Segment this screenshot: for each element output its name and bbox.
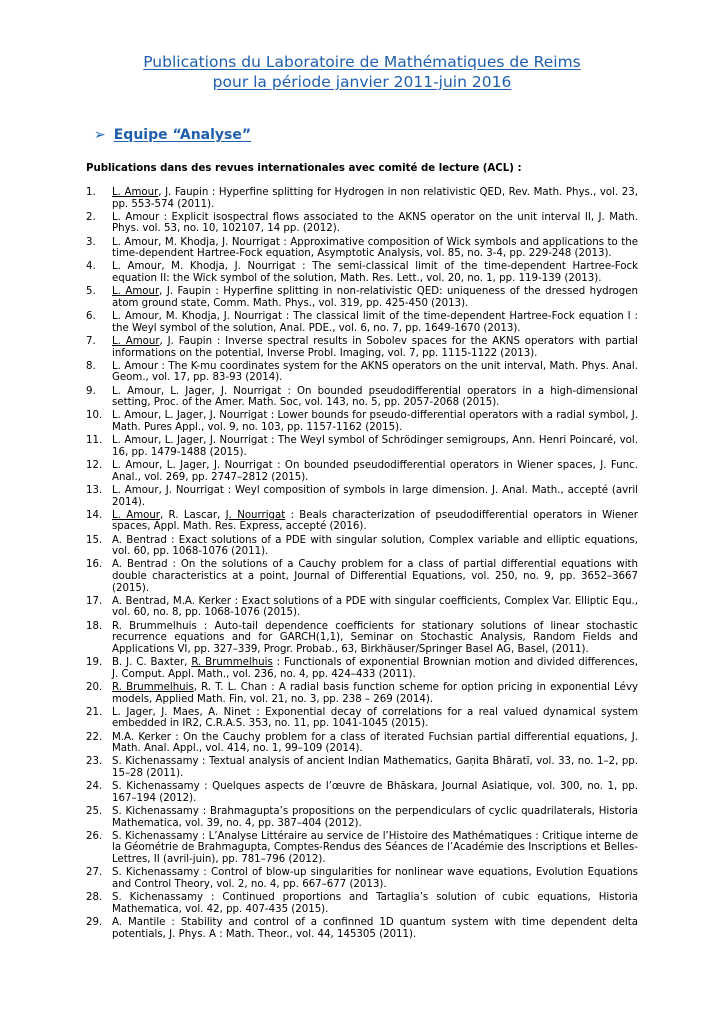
publication-item [86,657,638,680]
publication-number: 24. [86,781,103,793]
publication-item [86,621,638,656]
publication-item [86,682,638,705]
publication-number: 15. [86,534,103,546]
publication-text: B. J. C. Baxter, [112,657,192,669]
publication-item [86,336,638,359]
publication-number: 13. [86,484,103,496]
publication-text: S. Kichenassamy : Brahmagupta’s propositions on the perpendiculars of cyclic quadrilaterals, Historia Mathematica, vol. 39, no. 4, pp. 387–404 (2012). [112,806,638,829]
publication-item [86,559,638,594]
publication-item [86,485,638,508]
publication-text: L. Amour, L. Jager, J. Nourrigat : Lower bounds for pseudo-differential operators with a radial symbol, J. Math. Pures Appl., vol. 9, no. 103, pp. 1157-1162 (2015). [112,410,638,434]
publication-item [86,311,638,334]
publication-text: L. Amour, M. Khodja, J. Nourrigat : The classical limit of the time-dependent Hartree-Fock equation I : the Weyl symbol of the solution, Anal. PDE., vol. 6, no. 7, pp. 1649-1670 (2013). [112,311,638,334]
publication-item [86,917,638,940]
publication-number: 10. [86,410,103,422]
publication-number: 21. [86,706,103,718]
publication-item [86,510,638,533]
publication-number: 6. [86,311,96,323]
author-highlight: L. Amour [112,187,159,198]
publication-text: : Beals characterization of pseudodifferential operators in Wiener spaces, Appl. Math. Res. Express, accepté (2016). [112,509,638,533]
publication-number: 7. [86,335,96,347]
author-highlight: L. Amour [112,286,160,298]
publication-number: 29. [86,916,103,928]
publication-text: L. Amour, L. Jager, J. Nourrigat : The Weyl symbol of Schrödinger semigroups, Ann. Henri Poincaré, vol. 16, pp. 1479-1488 (2015). [112,435,638,458]
publication-text: L. Jager, J. Maes, A. Ninet : Exponential decay of correlations for a real valued dynamical system embedded in IR2, C.R.A.S. 353, no. 11, pp. 1041-1045 (2015). [112,706,638,730]
publication-text: , J. Faupin : Inverse spectral results in Sobolev spaces for the AKNS operators with partial informations on the potential, Inverse Probl. Imaging, vol. 7, pp. 1115-1122 (2013). [112,335,638,359]
title-line-2: pour la période janvier 2011-juin 2016 [212,73,512,91]
publication-item [86,596,638,619]
publication-text: S. Kichenassamy : L’Analyse Littéraire au service de l’Histoire des Mathématiques : Critique interne de la Géométrie de Brahmagupta, Comptes-Rendus des Séances de l’Académie des Inscriptions et Belles-Lettres, II (avril-juin), pp. 781–796 (2012). [112,830,638,866]
publication-text: , J. Faupin : Hyperfine splitting for Hydrogen in non relativistic QED, Rev. Math. Phys., vol. 23, pp. 553-574 (2011). [112,187,638,210]
publication-text: L. Amour, M. Khodja, J. Nourrigat : Approximative composition of Wick symbols and applications to the time-dependent Hartree-Fock equation, Asymptotic Analysis, vol. 85, no. 3-4, pp. 229-248 (2013). [112,236,638,260]
publication-item [86,237,638,260]
author-highlight: R. Brummelhuis [112,681,194,693]
publication-item [86,535,638,558]
publication-text: L. Amour, J. Nourrigat : Weyl composition of symbols in large dimension. J. Anal. Math., accepté (avril 2014). [112,484,638,508]
publication-item [86,435,638,458]
publication-number: 19. [86,657,103,669]
publication-item [86,831,638,866]
publication-text: A. Bentrad : On the solutions of a Cauchy problem for a class of partial differential equations with double characteristics at a point, Journal of Differential Equations, vol. 250, no. 9, pp. 3652–3667 (2015). [112,559,638,594]
publication-text: S. Kichenassamy : Control of blow-up singularities for nonlinear wave equations, Evolution Equations and Control Theory, vol. 2, no. 4, pp. 667–677 (2013). [112,867,638,890]
publication-number: 1. [86,187,96,198]
publication-item [86,867,638,890]
publication-number: 22. [86,731,103,743]
publication-list [86,187,638,942]
publication-number: 8. [86,360,96,372]
publication-number: 4. [86,261,96,273]
publication-item [86,386,638,409]
publication-item [86,732,638,755]
publication-item [86,286,638,309]
publication-text: L. Amour, L. Jager, J. Nourrigat : On bounded pseudodifferential operators in a high-dimensional setting, Proc. of the Amer. Math. Soc, vol. 143, no. 5, pp. 2057-2068 (2015). [112,385,638,409]
publication-text: L. Amour, L. Jager, J. Nourrigat : On bounded pseudodifferential operators in Wiener spaces, J. Func. Anal., vol. 269, pp. 2747–2812 (2015). [112,460,638,483]
arrow-right-icon: ➢ [94,127,106,143]
publication-number: 26. [86,830,103,842]
publication-text: A. Bentrad : Exact solutions of a PDE with singular solution, Complex variable and elliptic equations, vol. 60, pp. 1068-1076 (2011). [112,534,638,558]
publication-text: L. Amour, M. Khodja, J. Nourrigat : The semi-classical limit of the time-dependent Hartree-Fock equation II: the Wick symbol of the solution, Math. Res. Lett., vol. 20, no. 1, pp. 119-139 (2013). [112,261,638,285]
publication-number: 2. [86,211,96,223]
publication-number: 12. [86,460,103,472]
publication-item [86,261,638,284]
publication-text: L. Amour : The K-mu coordinates system for the AKNS operators on the unit interval, Math. Phys. Anal. Geom., vol. 17, pp. 83-93 (2014). [112,360,638,384]
publication-text: M.A. Kerker : On the Cauchy problem for a class of iterated Fuchsian partial differential equations, J. Math. Anal. Appl., vol. 414, no. 1, 99–109 (2014). [112,731,638,755]
publication-number: 16. [86,559,103,571]
publication-text: , J. Faupin : Hyperfine splitting in non-relativistic QED: uniqueness of the dressed hydrogen atom ground state, Comm. Math. Phys., vol. 319, pp. 425-450 (2013). [112,286,638,309]
publication-text: S. Kichenassamy : Quelques aspects de l’œuvre de Bhāskara, Journal Asiatique, vol. 300, no. 1, pp. 167–194 (2012). [112,781,638,804]
publication-number: 20. [86,681,103,693]
publication-number: 25. [86,806,103,818]
publication-number: 18. [86,620,103,632]
publication-text: : Functionals of exponential Brownian motion and divided differences, J. Comput. Appl. Math., vol. 236, no. 4, pp. 424–433 (2011). [112,657,638,680]
publication-text: , R. Lascar, [160,509,226,521]
publication-item [86,410,638,433]
publication-number: 27. [86,867,103,879]
section-label: Equipe “Analyse” [113,127,252,143]
publication-item [86,361,638,384]
publication-item [86,212,638,235]
title-line-1: Publications du Laboratoire de Mathématiques de Reims [143,53,581,71]
publication-number: 14. [86,509,103,521]
publication-text: L. Amour : Explicit isospectral flows associated to the AKNS operator on the unit interval II, J. Math. Phys. vol. 53, no. 10, 102107, 14 pp. (2012). [112,211,638,235]
publication-text: , R. T. L. Chan : A radial basis function scheme for option pricing in exponential Lévy models, Applied Math. Fin, vol. 21, no. 3, pp. 238 – 269 (2014). [112,681,638,705]
publication-text: S. Kichenassamy : Continued proportions and Tartaglia’s solution of cubic equations, Historia Mathematica, vol. 42, pp. 407-435 (2015). [112,892,638,915]
publication-item [86,892,638,915]
publication-number: 3. [86,236,96,248]
publication-number: 5. [86,286,96,298]
publication-number: 9. [86,385,96,397]
subheading: Publications dans des revues internationales avec comité de lecture (ACL) : [86,163,522,174]
publication-text: A. Bentrad, M.A. Kerker : Exact solutions of a PDE with singular coefficients, Complex Var. Elliptic Equ., vol. 60, no. 8, pp. 1068-1076 (2015). [112,595,638,619]
author-highlight: L. Amour [112,335,160,347]
publication-item [86,756,638,779]
page-title [0,52,724,92]
author-highlight: R. Brummelhuis [191,657,273,669]
publication-text: S. Kichenassamy : Textual analysis of ancient Indian Mathematics, Gaṇita Bhāratī, vol. 33, no. 1–2, pp. 15–28 (2011). [112,756,638,779]
publication-item [86,707,638,730]
author-highlight: L. Amour [112,509,160,521]
publication-item [86,806,638,829]
publication-number: 23. [86,756,103,768]
publication-text: R. Brummelhuis : Auto-tail dependence coefficients for stationary solutions of linear stochastic recurrence equations and for GARCH(1,1), Seminar on Stochastic Analysis, Random Fields and Applications VI, pp. 327–339, Progr. Probab., 63, Birkhäuser/Springer Basel AG, Basel, (2011). [112,620,638,655]
publication-number: 11. [86,435,103,447]
publication-item [86,187,638,210]
publication-item [86,460,638,483]
publication-number: 17. [86,595,103,607]
author-highlight: J. Nourrigat [225,509,286,521]
publication-item [86,781,638,804]
publication-number: 28. [86,892,103,904]
publication-text: A. Mantile : Stability and control of a confinned 1D quantum system with time dependent delta potentials, J. Phys. A : Math. Theor., vol. 44, 145305 (2011). [112,916,638,940]
section-heading [94,127,251,143]
